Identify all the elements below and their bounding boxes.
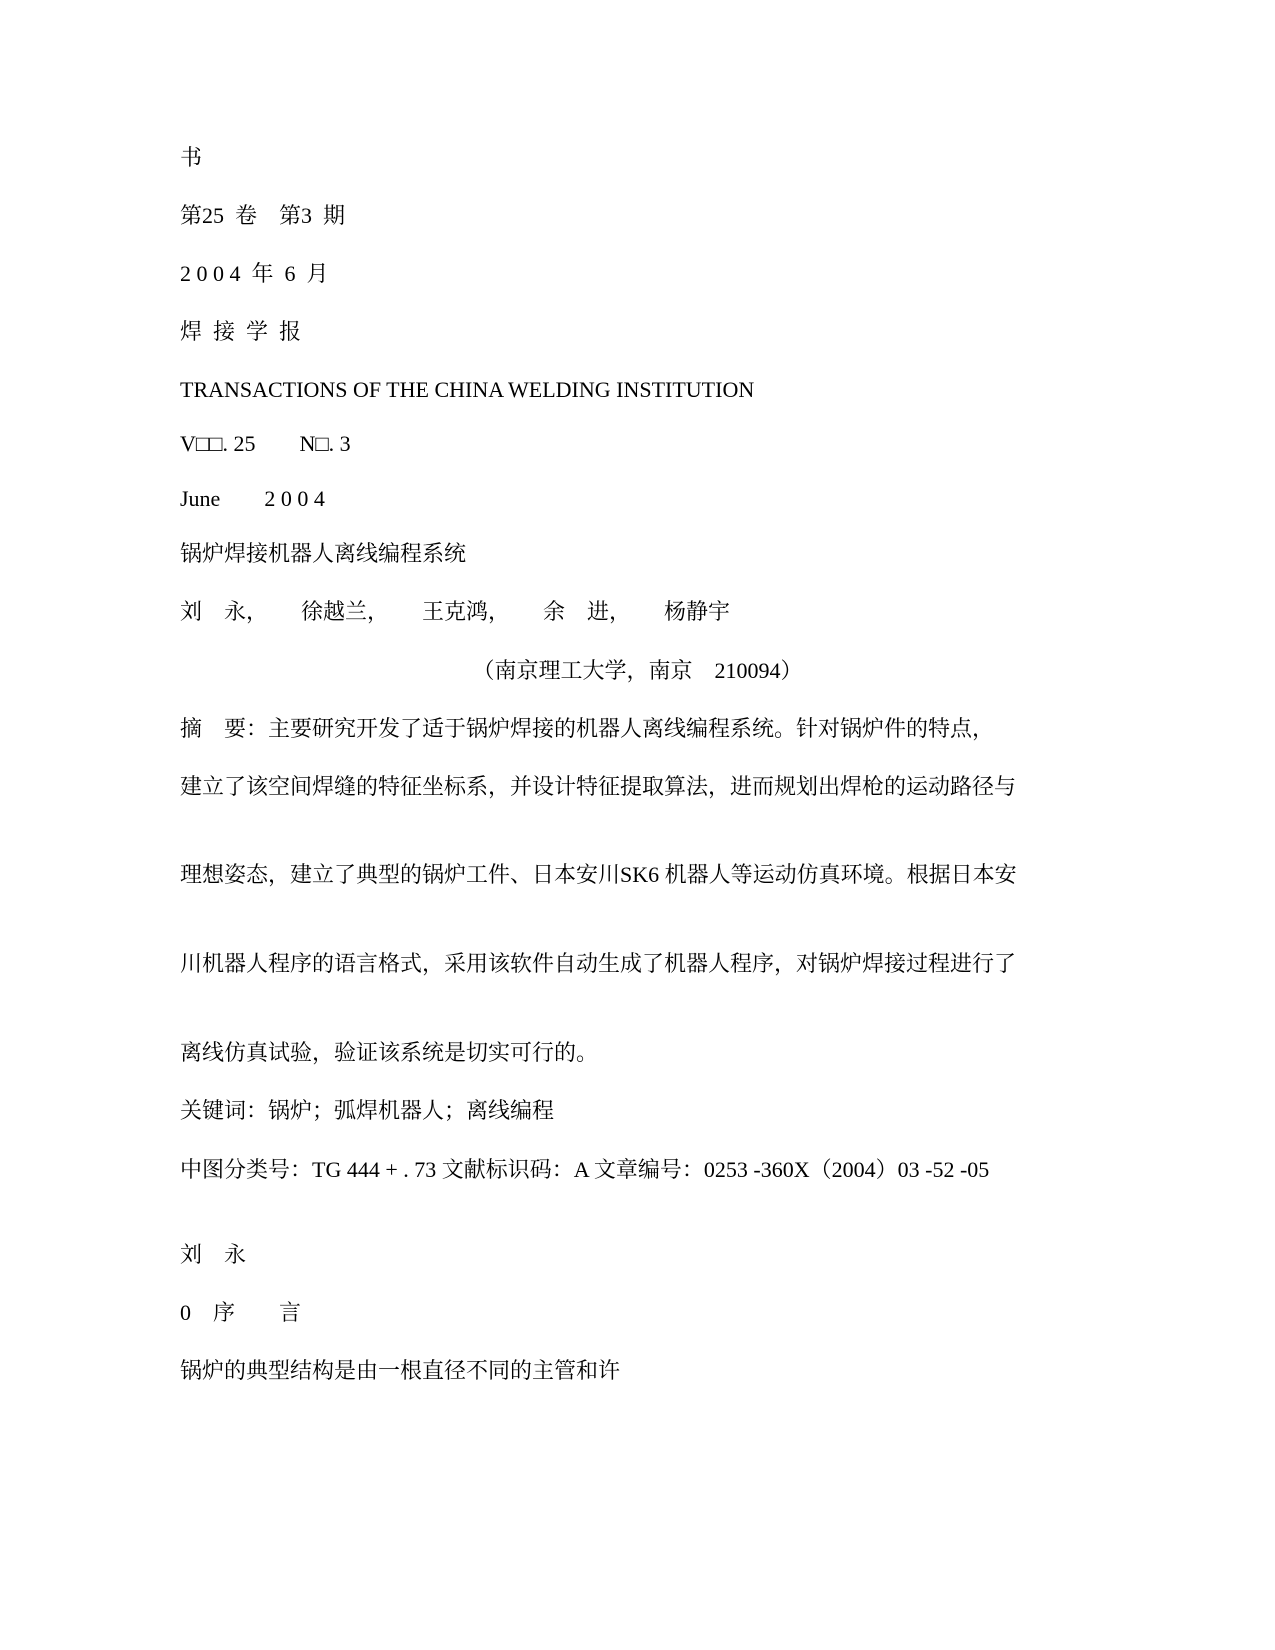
section-heading: 0 序 言	[180, 1300, 302, 1325]
abstract-line: 离线仿真试验，验证该系统是切实可行的。	[180, 1040, 599, 1065]
abstract-line: 川机器人程序的语言格式，采用该软件自动生成了机器人程序，对锅炉焊接过程进行了	[180, 951, 1017, 976]
volume-issue-cn: 第25 卷 第3 期	[180, 203, 346, 228]
article-title: 锅炉焊接机器人离线编程系统	[180, 541, 467, 566]
author-footer: 刘 永	[180, 1242, 247, 1267]
journal-name-en: TRANSACTIONS OF THE CHINA WELDING INSTITUTION	[180, 377, 755, 402]
affiliation: （南京理工大学，南京 210094）	[472, 658, 803, 683]
abstract-line: 建立了该空间焊缝的特征坐标系，并设计特征提取算法，进而规划出焊枪的运动路径与	[180, 774, 1017, 799]
abstract-line: 理想姿态，建立了典型的锅炉工件、日本安川SK6 机器人等运动仿真环境。根据日本安	[180, 862, 1017, 887]
date-cn: 2 0 0 4 年 6 月	[180, 261, 329, 286]
journal-name-cn: 焊 接 学 报	[180, 319, 302, 344]
keywords: 关键词：锅炉；弧焊机器人；离线编程	[180, 1098, 555, 1123]
body-paragraph: 锅炉的典型结构是由一根直径不同的主管和许	[180, 1358, 621, 1383]
author-list: 刘 永， 徐越兰， 王克鸿， 余 进， 杨静宇	[180, 599, 731, 624]
classification-info: 中图分类号：TG 444 + . 73 文献标识码：A 文章编号：0253 -360X（2004）03 -52 -05	[180, 1157, 990, 1182]
abstract-line: 摘 要：主要研究开发了适于锅炉焊接的机器人离线编程系统。针对锅炉件的特点，	[180, 716, 995, 741]
date-en: June 2 0 0 4	[180, 486, 325, 511]
volume-issue-en: V□□. 25 N□. 3	[180, 431, 351, 456]
page-header-char: 书	[180, 145, 203, 170]
